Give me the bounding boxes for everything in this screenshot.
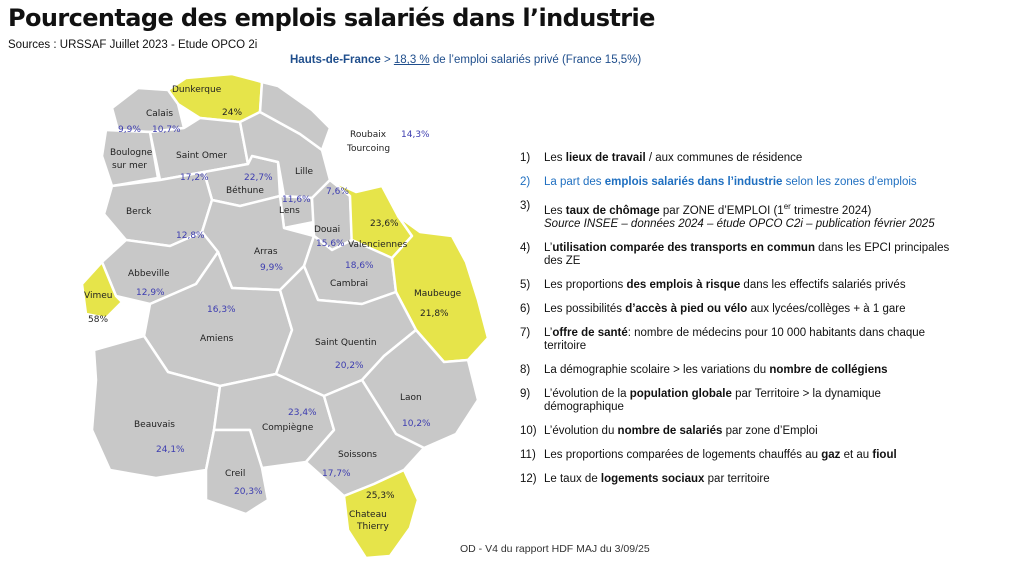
zone-name-amiens: Amiens	[200, 334, 234, 344]
topics-list	[520, 152, 960, 497]
topic-text: L’utilisation comparée des transports en commun dans les EPCI principales des ZE	[544, 241, 950, 267]
zone-name-lille: Lille	[295, 167, 314, 177]
topic-item-3	[520, 200, 960, 231]
sources-note: Sources : URSSAF Juillet 2023 - Etude OPCO 2i	[8, 39, 258, 51]
zone-value-saint-quentin: 20,2%	[335, 361, 364, 371]
zone-name-saint-quentin: Saint Quentin	[315, 338, 377, 348]
topic-text: La part des emplois salariés dans l’industrie selon les zones d’emplois	[544, 176, 917, 188]
zone-name-arras: Arras	[254, 247, 278, 257]
topic-number: 1)	[520, 152, 531, 164]
zone-value-chateau-thierry: 25,3%	[366, 491, 395, 501]
topic-text: Les proportions comparées de logements chauffés au gaz et au fioul	[544, 448, 897, 461]
topic-text: L’évolution de la population globale par Territoire > la dynamique démographique	[544, 387, 881, 413]
zone-name-vimeu: Vimeu	[84, 291, 113, 301]
zone-value-douai: 15,6%	[316, 239, 345, 249]
topic-text: Les lieux de travail / aux communes de résidence	[544, 152, 803, 164]
topic-item-2	[520, 176, 960, 189]
topic-number: 11)	[520, 448, 536, 461]
zone-value-bethune: 22,7%	[244, 173, 273, 183]
zone-value-creil: 20,3%	[234, 487, 263, 497]
topic-number: 10)	[520, 424, 537, 437]
zone-value-berck: 12,8%	[176, 231, 205, 241]
zone-name-cambrai: Cambrai	[330, 279, 368, 289]
topic-text: Les taux de chômage par ZONE d’EMPLOI (1er trimestre 2024) Source INSEE – données 2024 – étude OPCO C2i – publication février 2025	[544, 200, 960, 231]
zone-value-saint-omer: 17,2%	[180, 173, 209, 183]
topic-number: 5)	[520, 278, 531, 291]
zone-name-maubeuge: Maubeuge	[414, 289, 462, 299]
topic-item-5	[520, 279, 960, 292]
zone-name-compiegne: Compiègne	[262, 423, 314, 433]
page-title: Pourcentage des emplois salariés dans l’industrie	[8, 4, 655, 32]
topic-item-6	[520, 303, 960, 316]
zone-value-amiens: 16,3%	[207, 305, 236, 315]
topic-text: L’évolution du nombre de salariés par zone d’Emploi	[544, 424, 818, 437]
topic-text: Le taux de logements sociaux par territoire	[544, 472, 770, 485]
zone-value-lille: 7,6%	[326, 187, 349, 197]
topic-item-1	[520, 152, 960, 165]
topic-item-8	[520, 364, 960, 377]
topic-item-11	[520, 449, 960, 462]
topic-text: La démographie scolaire > les variations du nombre de collégiens	[544, 363, 888, 376]
zone-name-beauvais: Beauvais	[134, 420, 175, 430]
headline-text: de l’emploi salariés privé (France 15,5%)	[429, 54, 642, 66]
zone-dunkerque	[168, 74, 262, 122]
topic-item-12	[520, 473, 960, 486]
zone-value-beauvais: 24,1%	[156, 445, 185, 455]
topic-number: 7)	[520, 326, 531, 339]
topic-text: L’offre de santé: nombre de médecins pour 10 000 habitants dans chaque territoire	[544, 326, 926, 352]
zone-name-chateau-thierry-1: Chateau	[349, 510, 387, 520]
zone-value-compiegne: 23,4%	[288, 408, 317, 418]
topic-number: 9)	[520, 387, 531, 400]
zone-value-valenciennes: 23,6%	[370, 219, 399, 229]
zone-value-arras: 9,9%	[260, 263, 283, 273]
zone-value-abbeville: 12,9%	[136, 288, 165, 298]
zone-value-calais: 10,7%	[152, 125, 181, 135]
zone-value-maubeuge: 21,8%	[420, 309, 449, 319]
zone-boulogne-sur-mer	[102, 130, 158, 186]
zone-value-boulogne-sur-mer: 9,9%	[118, 125, 141, 135]
footer-note: OD - V4 du rapport HDF MAJ du 3/09/25	[460, 543, 650, 555]
topic-number: 4)	[520, 241, 531, 254]
zone-name-bethune: Béthune	[226, 186, 264, 196]
zone-value-laon: 10,2%	[402, 419, 431, 429]
topic-text: Les possibilités d’accès à pied ou vélo aux lycées/collèges + à 1 gare	[544, 302, 906, 315]
topic-source-note: Source INSEE – données 2024 – étude OPCO C2i – publication février 2025	[544, 217, 935, 230]
zone-value-lens: 11,6%	[282, 195, 311, 205]
topic-number: 8)	[520, 363, 531, 376]
zone-value-roubaix-tourcoing: 14,3%	[401, 130, 430, 140]
zone-value-soissons: 17,7%	[322, 469, 351, 479]
zone-name-boulogne-sur-mer-2: sur mer	[112, 161, 147, 171]
zone-name-valenciennes: Valenciennes	[348, 240, 408, 250]
zone-name-laon: Laon	[400, 393, 422, 403]
topic-number: 6)	[520, 302, 531, 315]
topic-item-9	[520, 388, 960, 414]
headline-percentage: 18,3 %	[393, 54, 430, 66]
zone-value-vimeu: 58%	[88, 315, 109, 325]
zone-name-boulogne-sur-mer-1: Boulogne	[110, 148, 153, 158]
topic-text: Les proportions des emplois à risque dans les effectifs salariés privés	[544, 278, 906, 291]
topic-item-10	[520, 425, 960, 438]
zone-name-lens: Lens	[279, 206, 300, 216]
zone-name-douai: Douai	[314, 225, 341, 235]
topic-number: 12)	[520, 472, 537, 485]
topic-number: 2)	[520, 176, 531, 188]
topic-number: 3)	[520, 200, 531, 212]
zone-name-calais: Calais	[146, 109, 174, 119]
zone-name-berck: Berck	[126, 207, 152, 217]
zone-name-roubaix-tourcoing-1: Roubaix	[350, 130, 387, 140]
zone-name-dunkerque: Dunkerque	[172, 85, 222, 95]
zone-name-abbeville: Abbeville	[128, 269, 170, 279]
zone-name-creil: Creil	[225, 469, 246, 479]
zone-name-chateau-thierry-2: Thierry	[357, 522, 389, 532]
zone-value-cambrai: 18,6%	[345, 261, 374, 271]
headline-separator: >	[380, 54, 394, 66]
headline-region: Hauts-de-France	[290, 54, 381, 66]
zone-name-saint-omer: Saint Omer	[176, 151, 227, 161]
zone-name-roubaix-tourcoing-2: Tourcoing	[347, 144, 391, 154]
topic-item-7	[520, 327, 960, 353]
zone-value-dunkerque: 24%	[222, 108, 243, 118]
zone-name-soissons: Soissons	[338, 450, 377, 460]
topic-item-4	[520, 242, 960, 268]
